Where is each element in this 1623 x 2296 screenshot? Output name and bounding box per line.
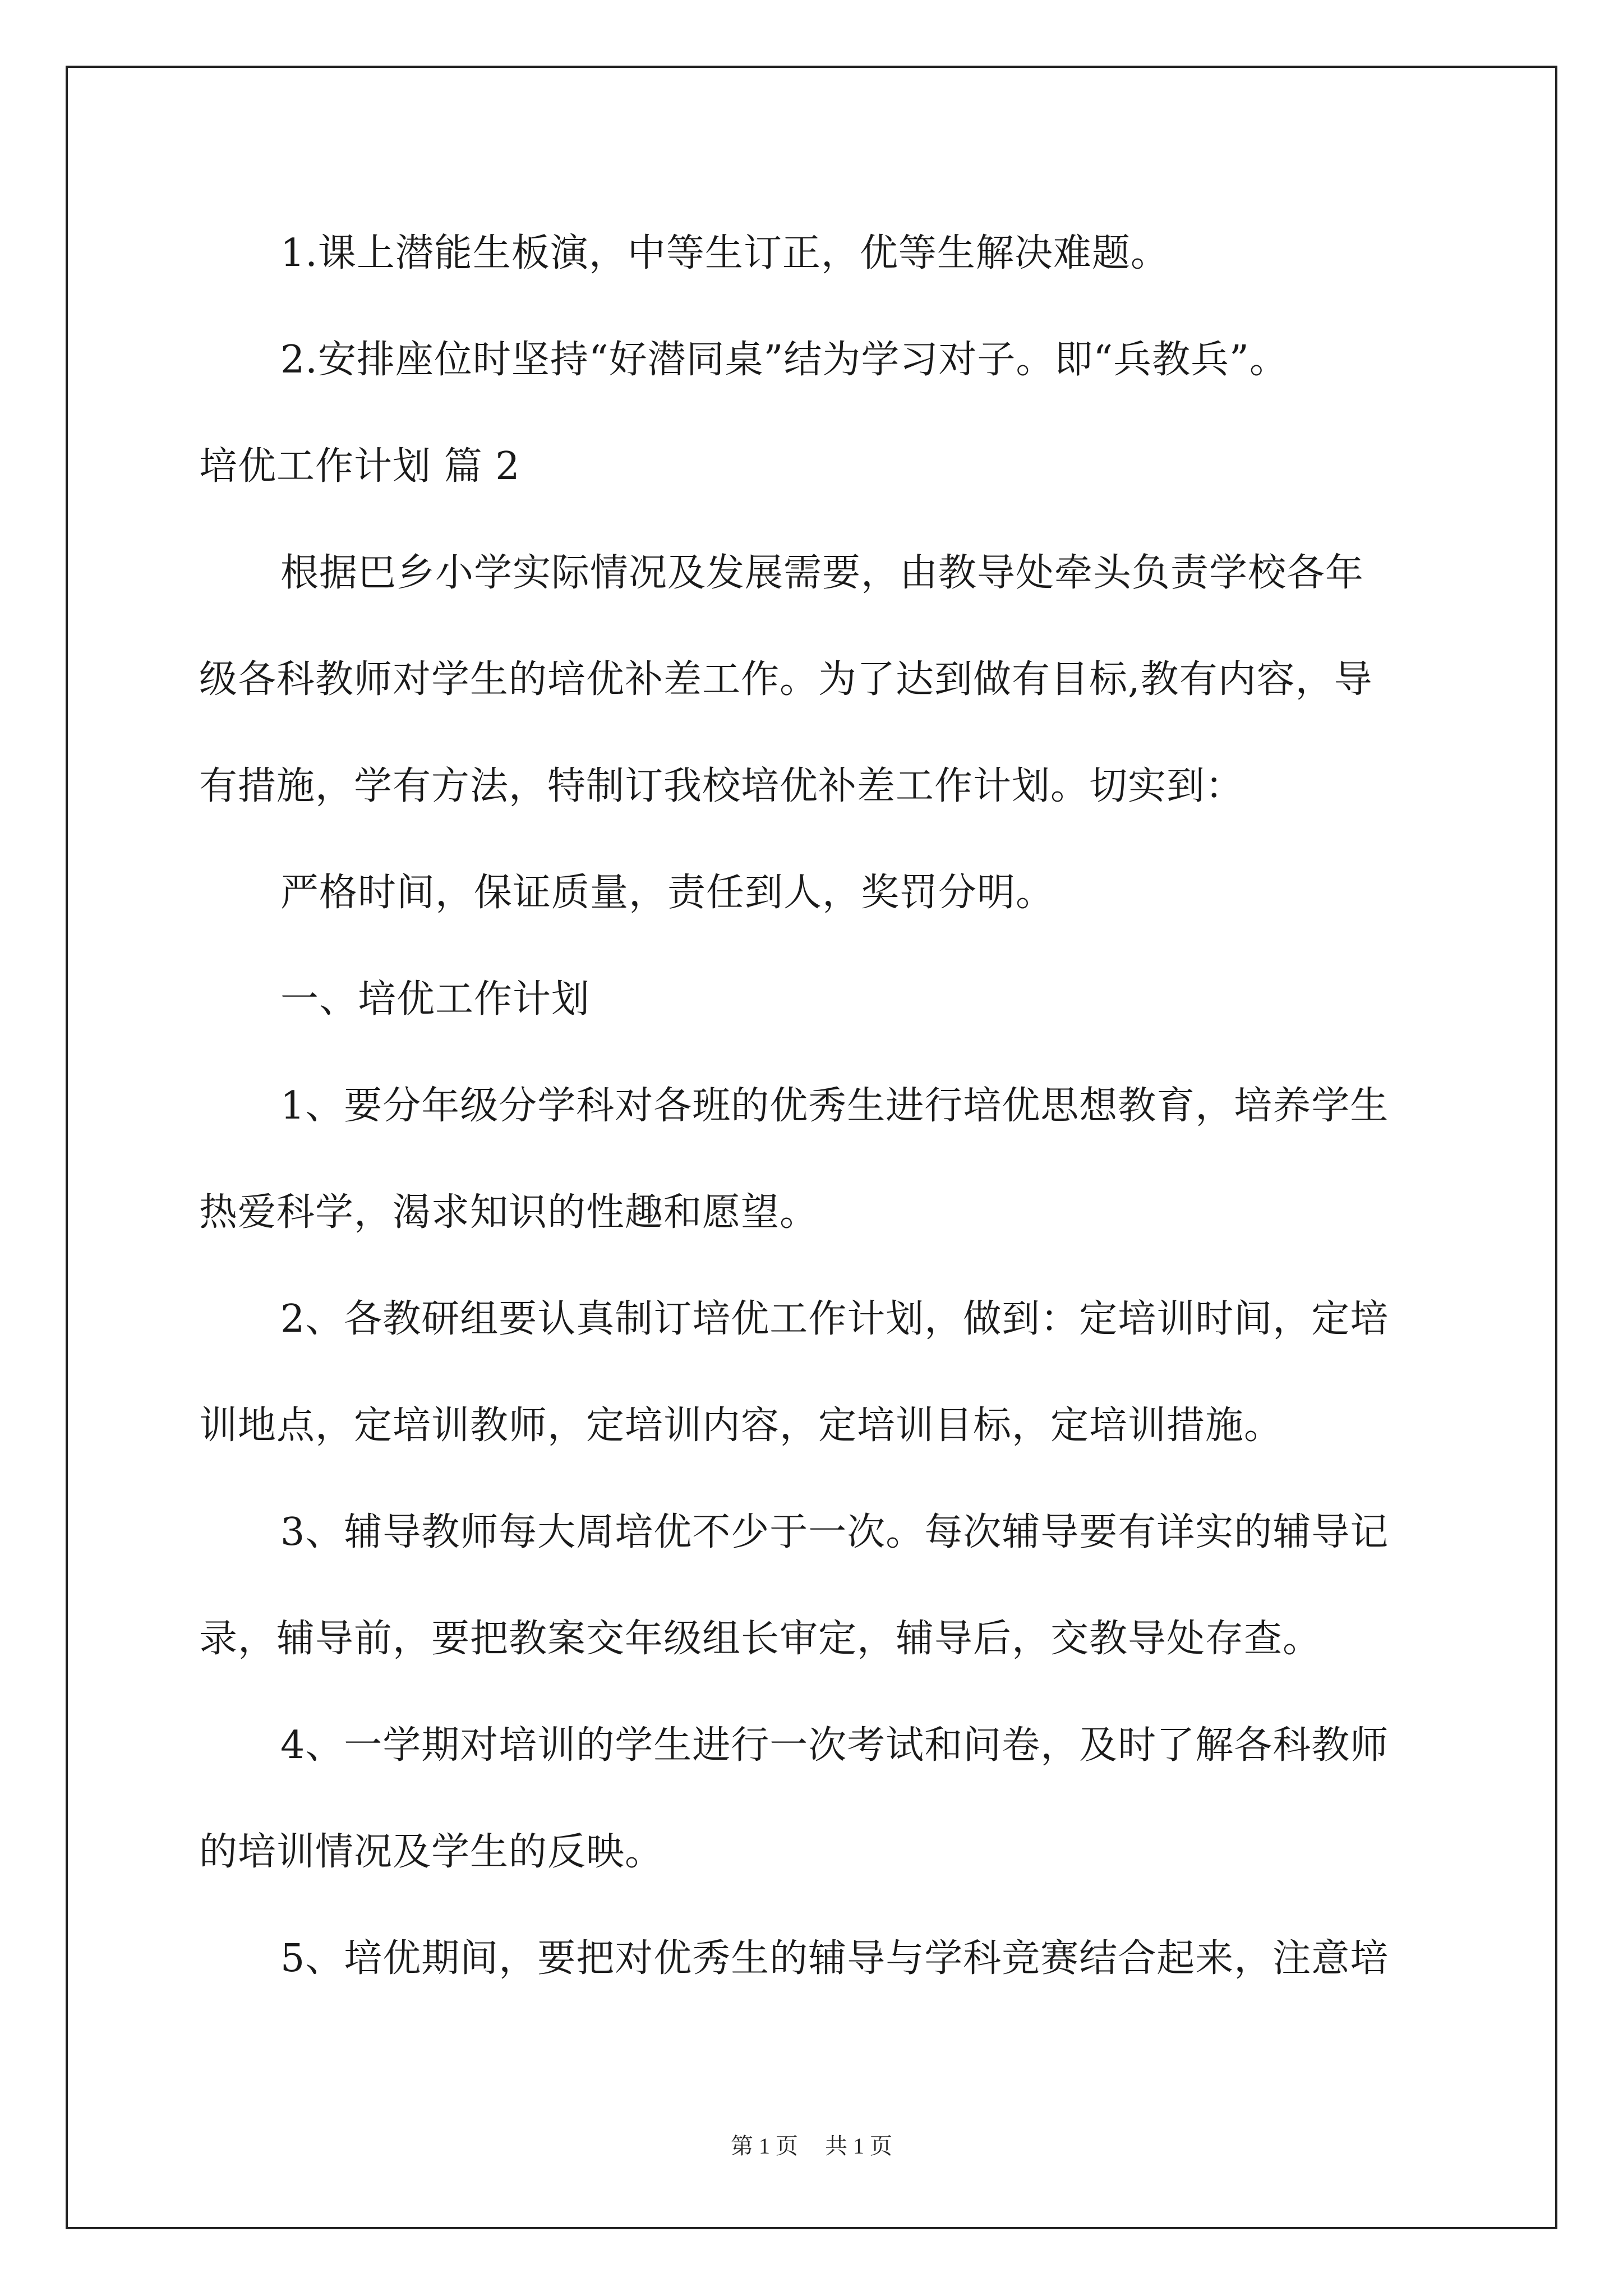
paragraph-line: 4、一学期对培训的学生进行一次考试和问卷，及时了解各科教师 — [280, 1723, 1389, 1768]
paragraph-line: 热爱科学，渴求知识的性趣和愿望。 — [199, 1190, 819, 1235]
paragraph-line: 2.安排座位时坚持“好潜同桌”结为学习对子。即“兵教兵”。 — [280, 338, 1288, 382]
paragraph-line: 的培训情况及学生的反映。 — [199, 1830, 664, 1874]
paragraph-line: 3、辅导教师每大周培优不少于一次。每次辅导要有详实的辅导记 — [280, 1510, 1389, 1554]
paragraph-line: 严格时间，保证质量，责任到人，奖罚分明。 — [280, 871, 1055, 915]
subsection-heading: 一、培优工作计划 — [280, 977, 591, 1022]
paragraph-line: 级各科教师对学生的培优补差工作。为了达到做有目标,教有内容，导 — [199, 657, 1373, 702]
page-footer — [0, 2133, 1623, 2160]
paragraph-line: 2、各教研组要认真制订培优工作计划，做到：定培训时间，定培 — [280, 1297, 1389, 1341]
paragraph-line: 训地点，定培训教师，定培训内容，定培训目标，定培训措施。 — [199, 1404, 1283, 1448]
paragraph-line: 有措施，学有方法，特制订我校培优补差工作计划。切实到： — [199, 764, 1244, 808]
paragraph-line: 1.课上潜能生板演，中等生订正，优等生解决难题。 — [280, 231, 1169, 275]
paragraph-line: 录，辅导前，要把教案交年级组长审定，辅导后，交教导处存查。 — [199, 1617, 1322, 1661]
page-number: 第 1 页 — [731, 2133, 798, 2159]
section-heading: 培优工作计划 篇 2 — [199, 444, 520, 489]
paragraph-line: 1、要分年级分学科对各班的优秀生进行培优思想教育，培养学生 — [280, 1084, 1389, 1128]
page-border — [66, 66, 1557, 2229]
paragraph-line: 根据巴乡小学实际情况及发展需要，由教导处牵头负责学校各年 — [280, 551, 1364, 595]
paragraph-line: 5、培优期间，要把对优秀生的辅导与学科竞赛结合起来，注意培 — [280, 1936, 1389, 1981]
page-total: 共 1 页 — [825, 2133, 892, 2159]
